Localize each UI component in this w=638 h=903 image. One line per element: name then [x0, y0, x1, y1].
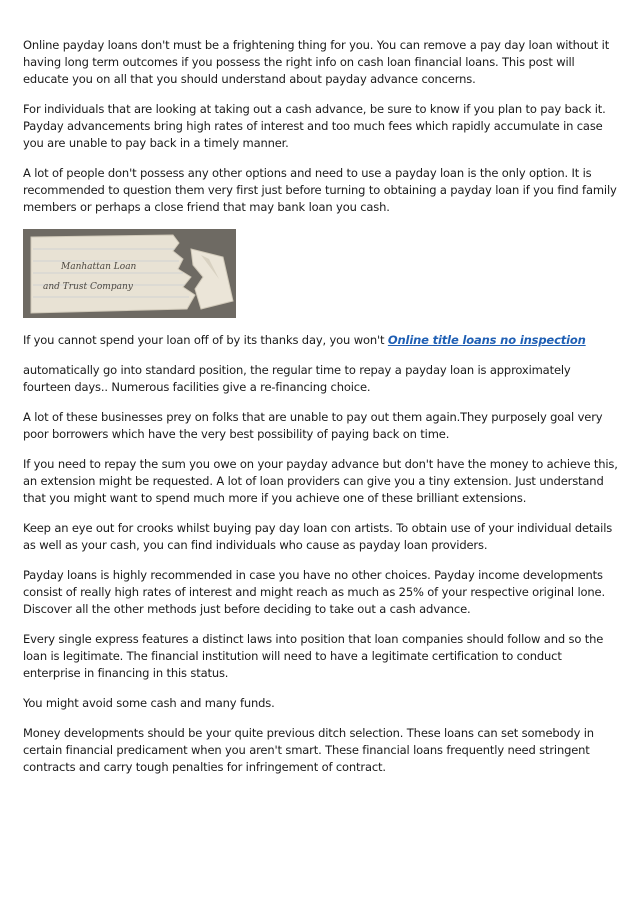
- torn-paper-photo: [23, 229, 236, 318]
- paragraph-avoid-cash: You might avoid some cash and many funds.: [23, 696, 275, 710]
- handwriting-line-1: Manhattan Loan: [61, 262, 137, 272]
- paragraph-prey: A lot of these businesses prey on folks that are unable to pay out them again.They purposely goal very poor borrowers which have the very best possibility of paying back on time.: [23, 410, 603, 441]
- paragraph-crooks: Keep an eye out for crooks whilst buying pay day loan con artists. To obtain use of your individual details as well as your cash, you can find individuals who cause as payday loan providers.: [23, 521, 613, 552]
- paragraph-last-resort: Money developments should be your quite previous ditch selection. These loans can set somebody in certain financial predicament when you aren't smart. These financial loans frequently need stringent contracts and carry tough penalties for infringement of contract.: [23, 726, 594, 774]
- handwriting-line-2: and Trust Company: [43, 282, 133, 292]
- paragraph-intro: Online payday loans don't must be a frightening thing for you. You can remove a pay day loan without it having long term outcomes if you possess the right info on cash loan financial loans. This post will educate you on all that you should understand about payday advance concerns.: [23, 38, 610, 86]
- paragraph-standard-position: automatically go into standard position, the regular time to repay a payday loan is approximately fourteen days.. Numerous facilities give a re-financing choice.: [23, 363, 571, 394]
- document-page: [23, 37, 619, 789]
- paragraph-repayment: For individuals that are looking at taking out a cash advance, be sure to know if you plan to pay back it. Payday advancements bring high rates of interest and too much fees which rapidly accumulate in case you are unable to pay back in a timely manner.: [23, 102, 606, 150]
- paragraph-extension: If you need to repay the sum you owe on your payday advance but don't have the money to achieve this, an extension might be requested. A lot of loan providers can give you a tiny extension. Just understand that you might want to spend much more if you achieve one of these brilliant extensions.: [23, 457, 618, 505]
- title-loans-link[interactable]: Online title loans no inspection: [387, 333, 586, 347]
- paragraph-other-choices: Payday loans is highly recommended in case you have no other choices. Payday income developments consist of really high rates of interest and might reach as much as 25% of your respective original lone. Discover all the other methods just before deciding to take out a cash advance.: [23, 568, 605, 616]
- paragraph-due-date: [23, 332, 619, 349]
- paragraph-due-date-text: If you cannot spend your loan off of by its thanks day, you won't: [23, 333, 388, 347]
- paragraph-state-laws: Every single express features a distinct laws into position that loan companies should follow and so the loan is legitimate. The financial institution will need to have a legitimate certification to conduct enterprise in financing in this status.: [23, 632, 604, 680]
- paragraph-options: A lot of people don't possess any other options and need to use a payday loan is the only option. It is recommended to question them very first just before turning to obtaining a payday loan if you find family members or perhaps a close friend that may bank loan you cash.: [23, 166, 617, 214]
